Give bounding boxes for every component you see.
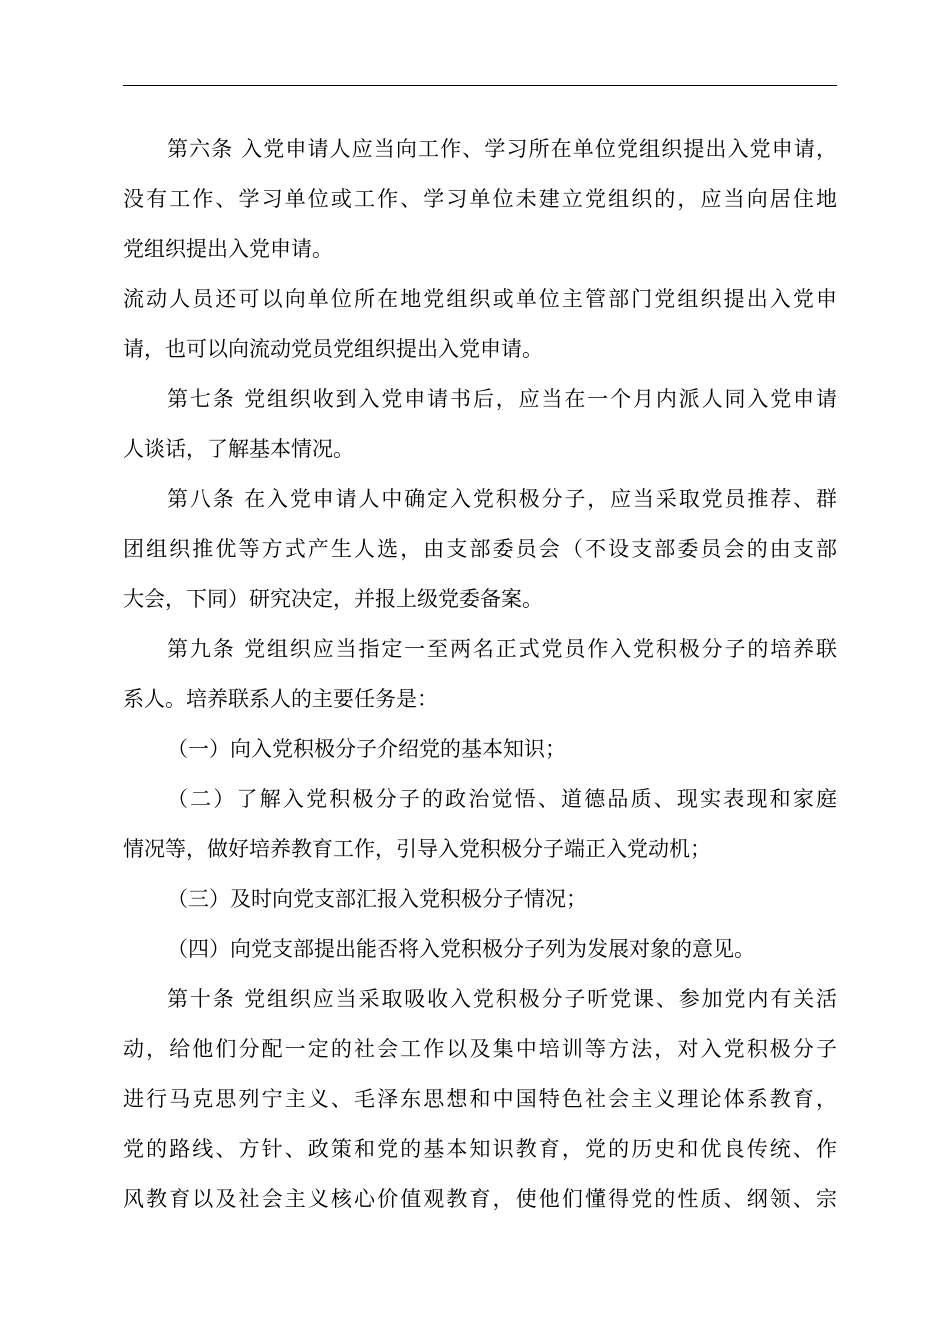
paragraph-line: 第七条 党组织收到入党申请书后，应当在一个月内派人同入党申请 (167, 387, 837, 411)
paragraph-line: 第八条 在入党申请人中确定入党积极分子，应当采取党员推荐、群 (167, 487, 837, 511)
paragraph-line: 进行马克思列宁主义、毛泽东思想和中国特色社会主义理论体系教育， (123, 1087, 837, 1111)
paragraph-line: 第九条 党组织应当指定一至两名正式党员作入党积极分子的培养联 (167, 637, 837, 661)
paragraph-line: 第六条 入党申请人应当向工作、学习所在单位党组织提出入党申请， (167, 137, 837, 161)
paragraph-line: 动，给他们分配一定的社会工作以及集中培训等方法，对入党积极分子 (123, 1037, 837, 1061)
paragraph-line: 党组织提出入党申请。 (123, 237, 333, 261)
list-item-line: （三）及时向党支部汇报入党积极分子情况； (167, 887, 587, 911)
paragraph-line: 人谈话，了解基本情况。 (123, 437, 354, 461)
list-item-line: （四）向党支部提出能否将入党积极分子列为发展对象的意见。 (167, 937, 755, 961)
header-rule (123, 85, 837, 86)
paragraph-line: 大会，下同）研究决定，并报上级党委备案。 (123, 587, 543, 611)
list-item-line: （一）向入党积极分子介绍党的基本知识； (167, 737, 566, 761)
paragraph-line: 第十条 党组织应当采取吸收入党积极分子听党课、参加党内有关活 (167, 987, 837, 1011)
paragraph-line: 风教育以及社会主义核心价值观教育，使他们懂得党的性质、纲领、宗 (123, 1187, 837, 1211)
paragraph-line: 流动人员还可以向单位所在地党组织或单位主管部门党组织提出入党申 (123, 287, 837, 311)
list-item-line: （二）了解入党积极分子的政治觉悟、道德品质、现实表现和家庭 (167, 787, 837, 811)
paragraph-line: 请，也可以向流动党员党组织提出入党申请。 (123, 337, 543, 361)
paragraph-line: 党的路线、方针、政策和党的基本知识教育，党的历史和优良传统、作 (123, 1137, 837, 1161)
paragraph-line: 系人。培养联系人的主要任务是： (123, 687, 438, 711)
paragraph-line: 团组织推优等方式产生人选，由支部委员会（不设支部委员会的由支部 (123, 537, 837, 561)
list-item-line: 情况等，做好培养教育工作，引导入党积极分子端正入党动机； (123, 837, 711, 861)
paragraph-line: 没有工作、学习单位或工作、学习单位未建立党组织的，应当向居住地 (123, 187, 837, 211)
